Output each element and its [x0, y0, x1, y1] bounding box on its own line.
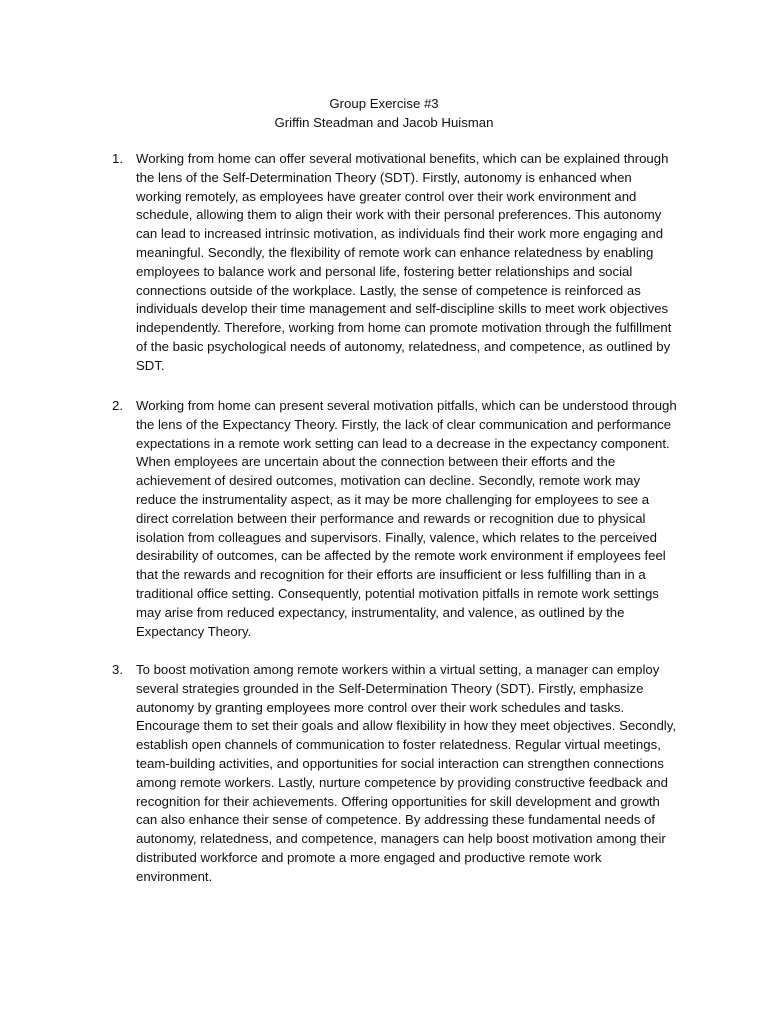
document-title: Group Exercise #3 [329, 96, 439, 111]
answer-number-1: 1. [112, 151, 123, 166]
answer-paragraph-3: To boost motivation among remote workers within a virtual setting, a manager can employ several strategies grounded in the Self-Determination Theory (SDT). Firstly, emphasize autonomy by granting employees more control over their work schedules and tasks. Encourage them to set their goals and allow flexibility in how they meet objectives. Secondly, establish open channels of communication to foster relatedness. Regular virtual meetings, team-building activities, and opportunities for social interaction can strengthen connections among remote workers. Lastly, nurture competence by providing constructive feedback and recognition for their achievements. Offering opportunities for skill development and growth can also enhance their sense of competence. By addressing these fundamental needs of autonomy, relatedness, and competence, managers can help boost motivation among their distributed workforce and promote a more engaged and productive remote work environment. [136, 662, 676, 884]
document-authors: Griffin Steadman and Jacob Huisman [274, 115, 494, 130]
document-header [0, 94, 768, 132]
answer-paragraph-1: Working from home can offer several motivational benefits, which can be explained through the lens of the Self-Determination Theory (SDT). Firstly, autonomy is enhanced when working remotely, as employees have greater control over their work environment and schedule, allowing them to align their work with their personal preferences. This autonomy can lead to increased intrinsic motivation, as individuals find their work more engaging and meaningful. Secondly, the flexibility of remote work can enhance relatedness by enabling employees to balance work and personal life, fostering better relationships and social connections outside of the workplace. Lastly, the sense of competence is reinforced as individuals develop their time management and self-discipline skills to meet work objectives independently. Therefore, working from home can promote motivation through the fulfillment of the basic psychological needs of autonomy, relatedness, and competence, as outlined by SDT. [136, 151, 672, 373]
answer-number-3: 3. [112, 662, 123, 677]
answer-paragraph-2: Working from home can present several motivation pitfalls, which can be understood through the lens of the Expectancy Theory. Firstly, the lack of clear communication and performance expectations in a remote work setting can lead to a decrease in the expectancy component. When employees are uncertain about the connection between their efforts and the achievement of desired outcomes, motivation can decline. Secondly, remote work may reduce the instrumentality aspect, as it may be more challenging for employees to see a direct correlation between their performance and rewards or recognition due to physical isolation from colleagues and supervisors. Finally, valence, which relates to the perceived desirability of outcomes, can be affected by the remote work environment if employees feel that the rewards and recognition for their efforts are insufficient or less fulfilling than in a traditional office setting. Consequently, potential motivation pitfalls in remote work settings may arise from reduced expectancy, instrumentality, and valence, as outlined by the Expectancy Theory. [136, 398, 677, 639]
answer-number-2: 2. [112, 398, 123, 413]
